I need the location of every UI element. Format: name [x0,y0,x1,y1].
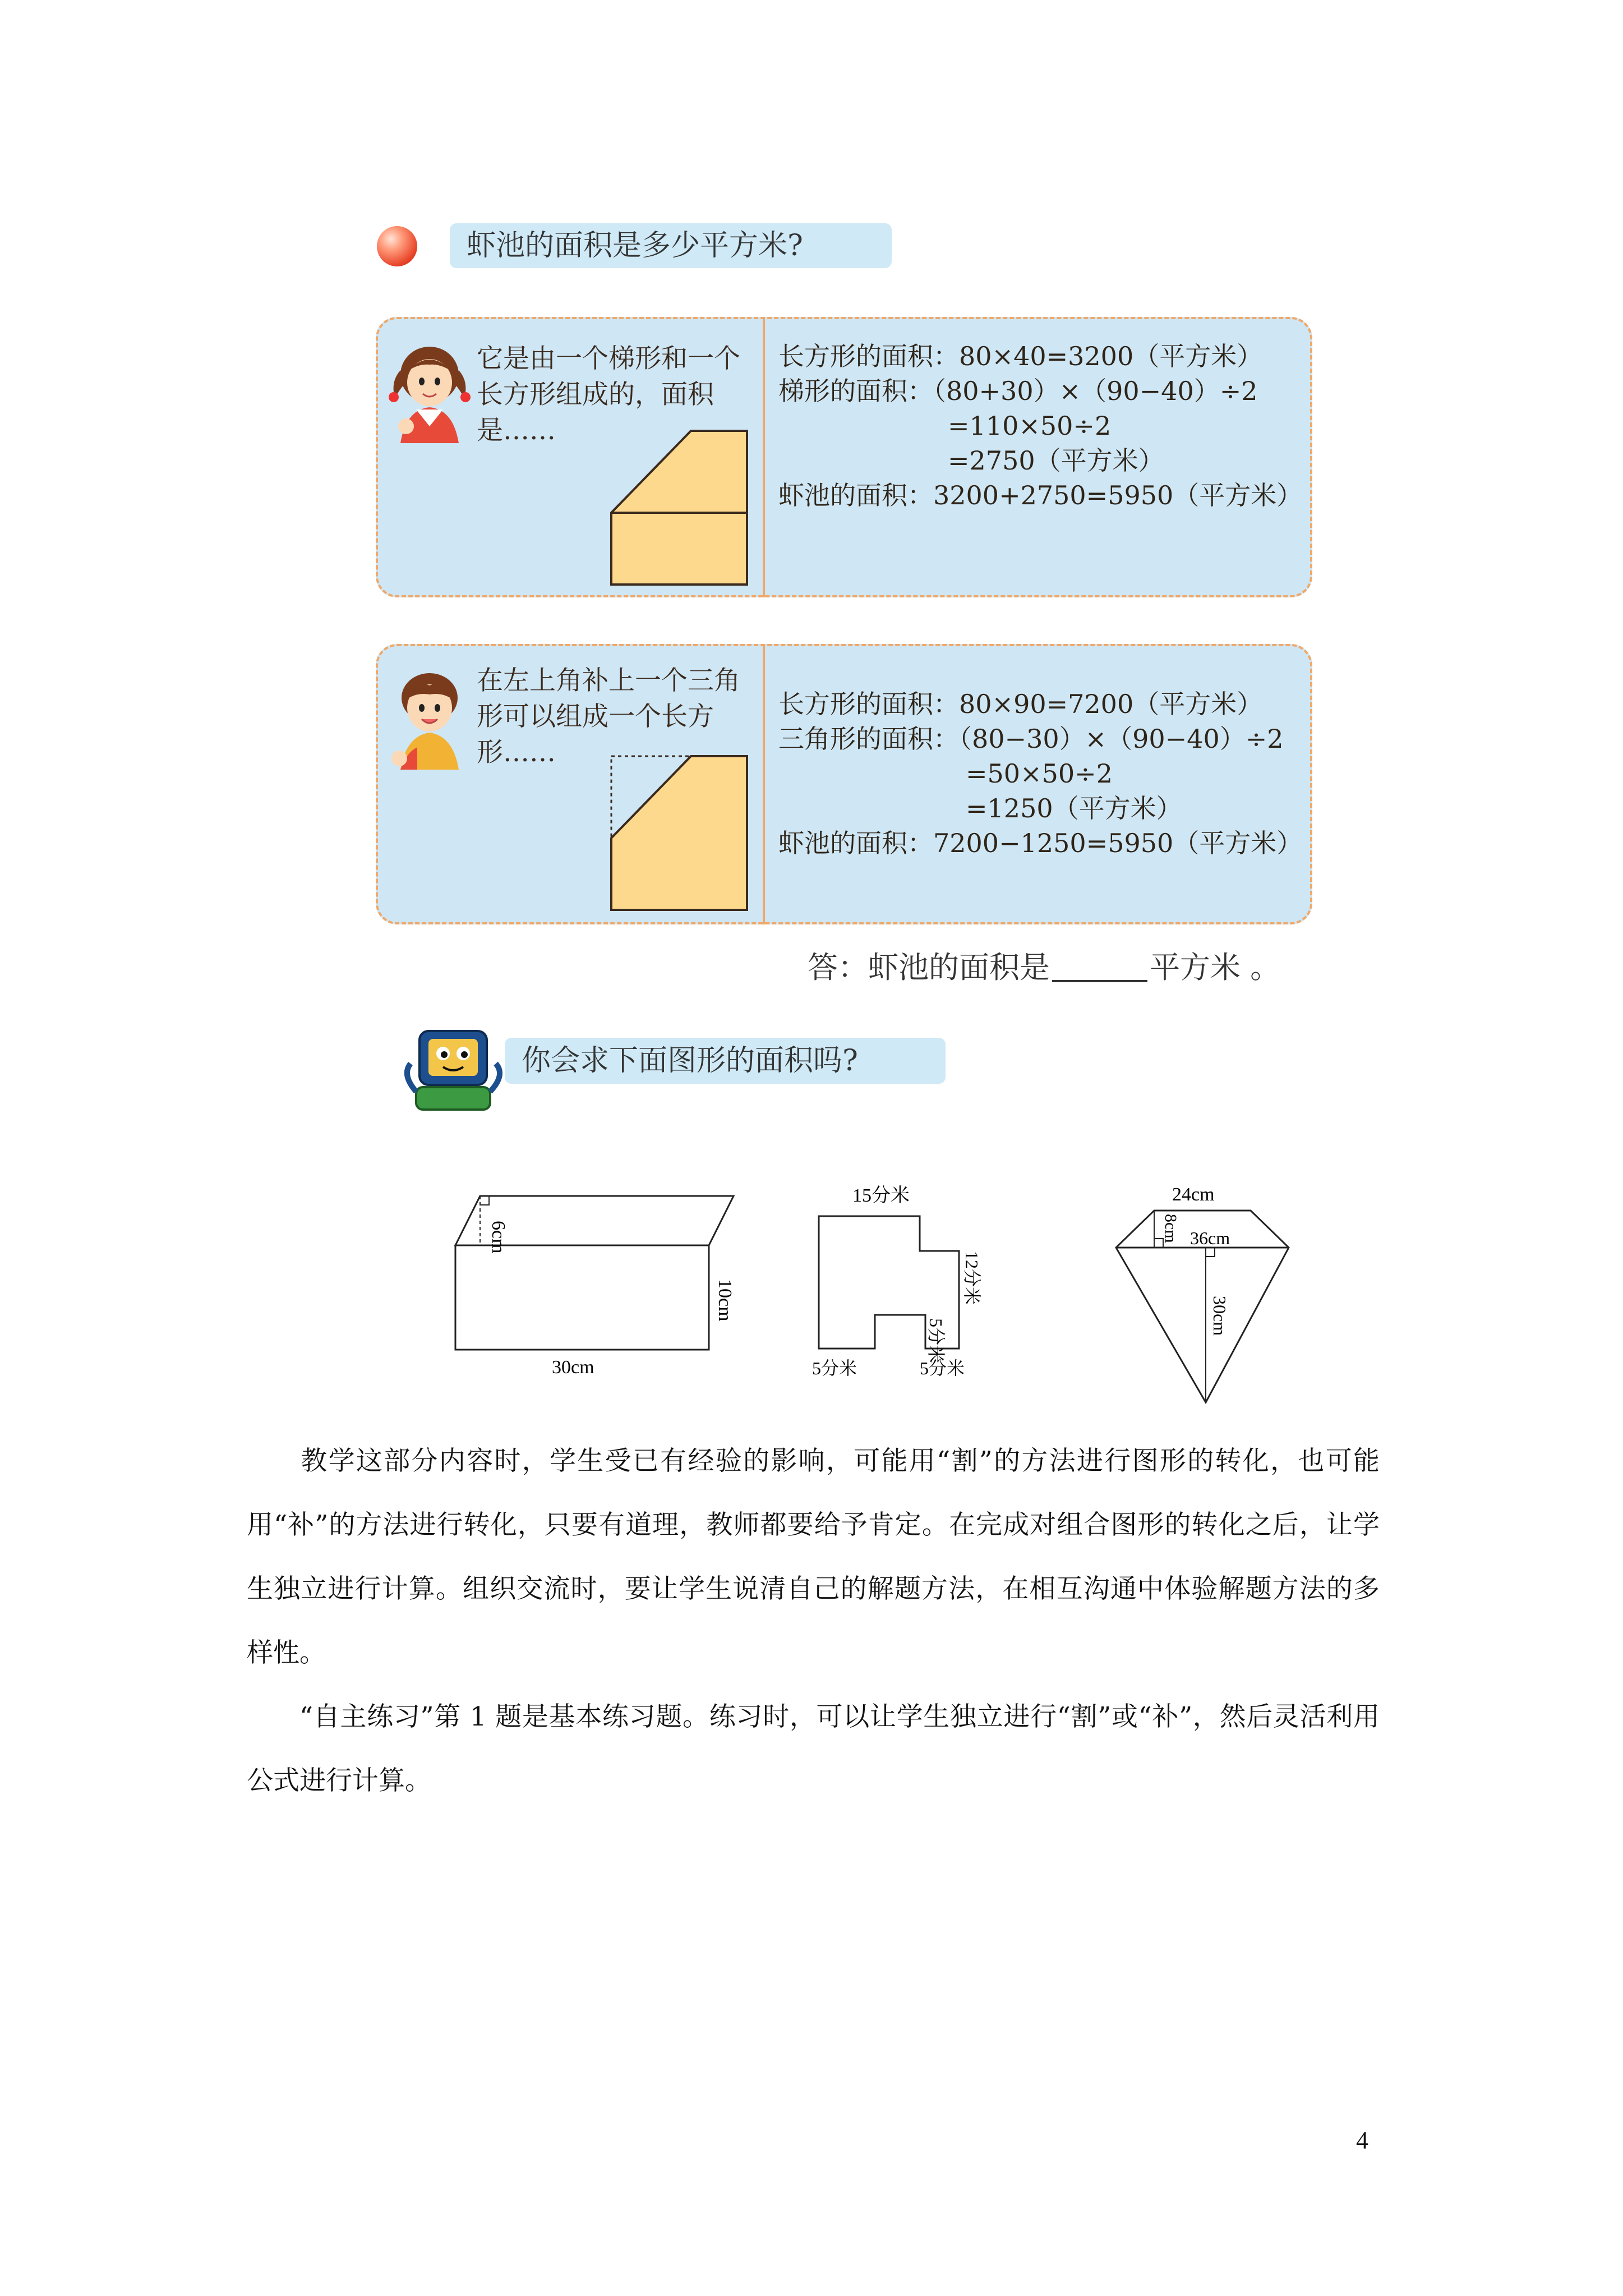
answer-prefix: 答：虾池的面积是 [808,950,1050,985]
calc-line-total: 虾池的面积：3200+2750=5950（平方米） [778,480,1303,510]
girl-character-icon [384,331,473,443]
rectangle-minus-triangle-figure [609,754,749,912]
computer-mascot-icon [399,1024,511,1114]
label-middle-width: 36cm [1190,1228,1230,1248]
calc-line-step: =1250（平方米） [966,793,1182,823]
boy-speech-text: 在左上角补上一个三角形可以组成一个长方形…… [477,665,740,768]
calc-line-step: =2750（平方米） [948,445,1164,476]
trapezoid-rectangle-figure [609,429,749,587]
practice-note-paragraph [247,1685,1380,1813]
girl-speech-text: 它是由一个梯形和一个长方形组成的，面积是…… [477,343,740,446]
label-upper-height: 8cm [1161,1214,1180,1243]
answer-suffix: 平方米 。 [1150,950,1281,985]
boy-character-icon [384,657,473,770]
label-side-height: 10cm [714,1279,735,1322]
label-left-width: 5分米 [812,1358,857,1378]
figure-u-shape [808,1178,1021,1391]
label-top-width: 24cm [1172,1184,1215,1205]
panel-divider [763,644,765,924]
label-inner-height: 5分米 [926,1318,946,1364]
label-right-width: 5分米 [920,1358,965,1378]
paragraph-text: “自主练习”第 1 题是基本练习题。练习时，可以让学生独立进行“割”或“补”，然后灵活利用公式进行计算。 [247,1701,1380,1796]
figure-parallelogram-rectangle [449,1195,751,1380]
label-lower-height: 30cm [1210,1296,1230,1336]
label-outer-height: 12分米 [962,1251,982,1305]
figure-kite-shape [1105,1178,1318,1414]
section-heading-area-question [505,1038,946,1084]
label-top-height: 6cm [488,1221,509,1254]
section-heading-shrimp-pond [450,223,892,268]
answer-line [808,944,1280,987]
red-ball-bullet-icon [377,226,417,266]
page-number: 4 [1356,2127,1368,2154]
calc-line-trapezoid: 梯形的面积：（80+30）×（90−40）÷2 [778,376,1258,406]
label-bottom-width: 30cm [552,1357,594,1378]
calc-line-rectangle: 长方形的面积：80×90=7200（平方米） [778,689,1263,719]
section-heading-text: 虾池的面积是多少平方米? [467,229,803,263]
panel-divider [763,317,765,597]
calc-line-step: =110×50÷2 [948,411,1112,441]
answer-blank[interactable] [1052,979,1147,982]
label-top-width: 15分米 [852,1185,910,1206]
paragraph-text: 教学这部分内容时，学生受已有经验的影响，可能用“割”的方法进行图形的转化，也可能用“补”的方法进行转化，只要有道理，教师都要给予肯定。在完成对组合图形的转化之后，让学生独立进行计算。组织交流时，要让学生说清自己的解题方法，在相互沟通中体验解题方法的多样性。 [247,1446,1380,1668]
calc-line-step: =50×50÷2 [966,758,1113,789]
calc-line-total: 虾池的面积：7200−1250=5950（平方米） [778,828,1303,858]
calc-line-rectangle: 长方形的面积：80×40=3200（平方米） [778,341,1263,371]
calc-line-triangle: 三角形的面积：（80−30）×（90−40）÷2 [778,724,1284,754]
teaching-note-paragraph [247,1429,1380,1685]
section-heading-text: 你会求下面图形的面积吗? [522,1044,858,1078]
